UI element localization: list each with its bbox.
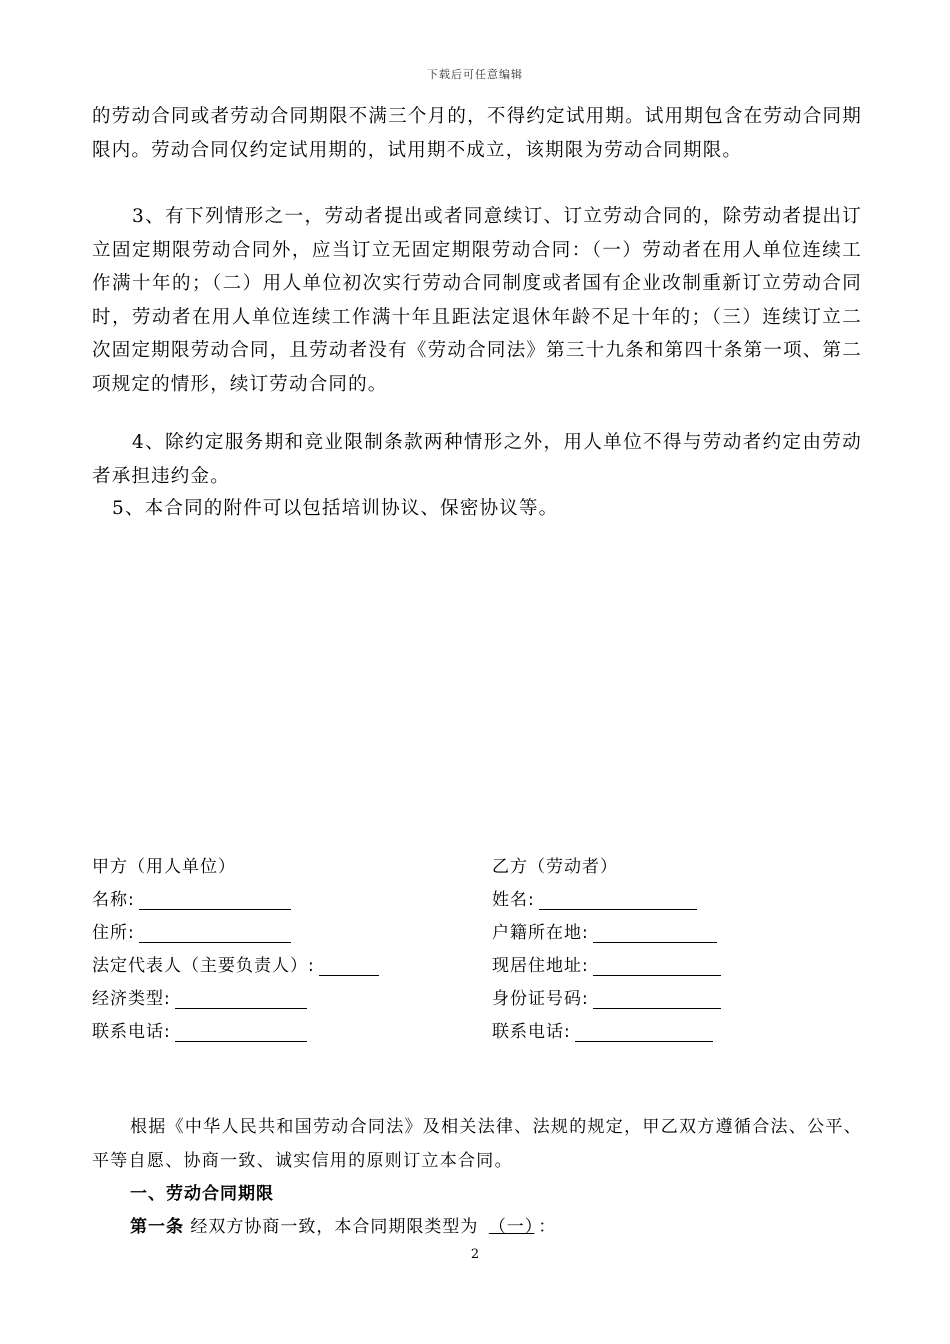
party-a-block [92,852,472,1052]
page-header: 下载后可任意编辑 [427,68,523,81]
party-b-residence-row [492,951,721,981]
party-b-id-label: 身份证号码: [492,989,589,1009]
party-a-phone-row [92,1017,307,1047]
party-b-residence-label: 现居住地址: [492,956,589,976]
paragraph-item-5: 5、本合同的附件可以包括培训协议、保密协议等。 [112,498,559,519]
party-a-address-field[interactable] [139,922,291,943]
paragraph-continuation: 的劳动合同或者劳动合同期限不满三个月的，不得约定试用期。试用期包含在劳动合同期限内。劳动合同仅约定试用期的，试用期不成立，该期限为劳动合同期限。 [92,106,862,161]
party-a-econ-label: 经济类型: [92,989,171,1009]
page-number: 2 [470,1247,480,1262]
party-b-name-row [492,885,697,915]
party-a-econ-row [92,984,307,1014]
party-b-id-row [492,984,721,1014]
party-a-econ-field[interactable] [175,988,307,1009]
party-b-block [492,852,862,1052]
party-b-name-label: 姓名: [492,890,535,910]
party-b-hukou-row [492,918,717,948]
party-b-phone-label: 联系电话: [492,1022,571,1042]
article-1-term-type[interactable]: （一） [488,1217,535,1237]
section-title-term: 一、劳动合同期限 [130,1184,274,1204]
party-a-name-field[interactable] [139,889,291,910]
party-a-rep-field[interactable] [319,955,379,976]
article-1-label: 第一条 [130,1217,184,1237]
party-b-phone-row [492,1017,713,1047]
article-1-suffix: ： [538,1217,557,1237]
party-b-title: 乙方（劳动者） [492,857,618,877]
party-b-hukou-label: 户籍所在地: [492,923,589,943]
article-1 [130,1212,556,1237]
party-a-name-label: 名称: [92,890,135,910]
party-a-phone-label: 联系电话: [92,1022,171,1042]
party-a-name-row [92,885,291,915]
party-a-rep-label: 法定代表人（主要负责人）: [92,956,315,976]
paragraph-item-4: 4、除约定服务期和竞业限制条款两种情形之外，用人单位不得与劳动者约定由劳动者承担违约金。 [92,432,862,487]
party-a-title: 甲方（用人单位） [92,857,236,877]
contract-intro: 根据《中华人民共和国劳动合同法》及相关法律、法规的规定，甲乙双方遵循合法、公平、平等自愿、协商一致、诚实信用的原则订立本合同。 [92,1117,862,1171]
party-b-id-field[interactable] [593,988,721,1009]
party-b-residence-field[interactable] [593,955,721,976]
paragraph-item-3: 3、有下列情形之一，劳动者提出或者同意续订、订立劳动合同的，除劳动者提出订立固定期限劳动合同外，应当订立无固定期限劳动合同：（一）劳动者在用人单位连续工作满十年的；（二）用人单位初次实行劳动合同制度或者国有企业改制重新订立劳动合同时，劳动者在用人单位连续工作满十年且距法定退休年龄不足十年的；（三）连续订立二次固定期限劳动合同，且劳动者没有《劳动合同法》第三十九条和第四十条第一项、第二项规定的情形，续订劳动合同的。 [92,206,862,395]
party-a-address-row [92,918,291,948]
party-a-address-label: 住所: [92,923,135,943]
party-b-phone-field[interactable] [575,1021,713,1042]
party-b-hukou-field[interactable] [593,922,717,943]
party-a-phone-field[interactable] [175,1021,307,1042]
party-a-rep-row [92,951,379,981]
article-1-text: 经双方协商一致，本合同期限类型为 [190,1217,479,1237]
party-b-name-field[interactable] [539,889,697,910]
